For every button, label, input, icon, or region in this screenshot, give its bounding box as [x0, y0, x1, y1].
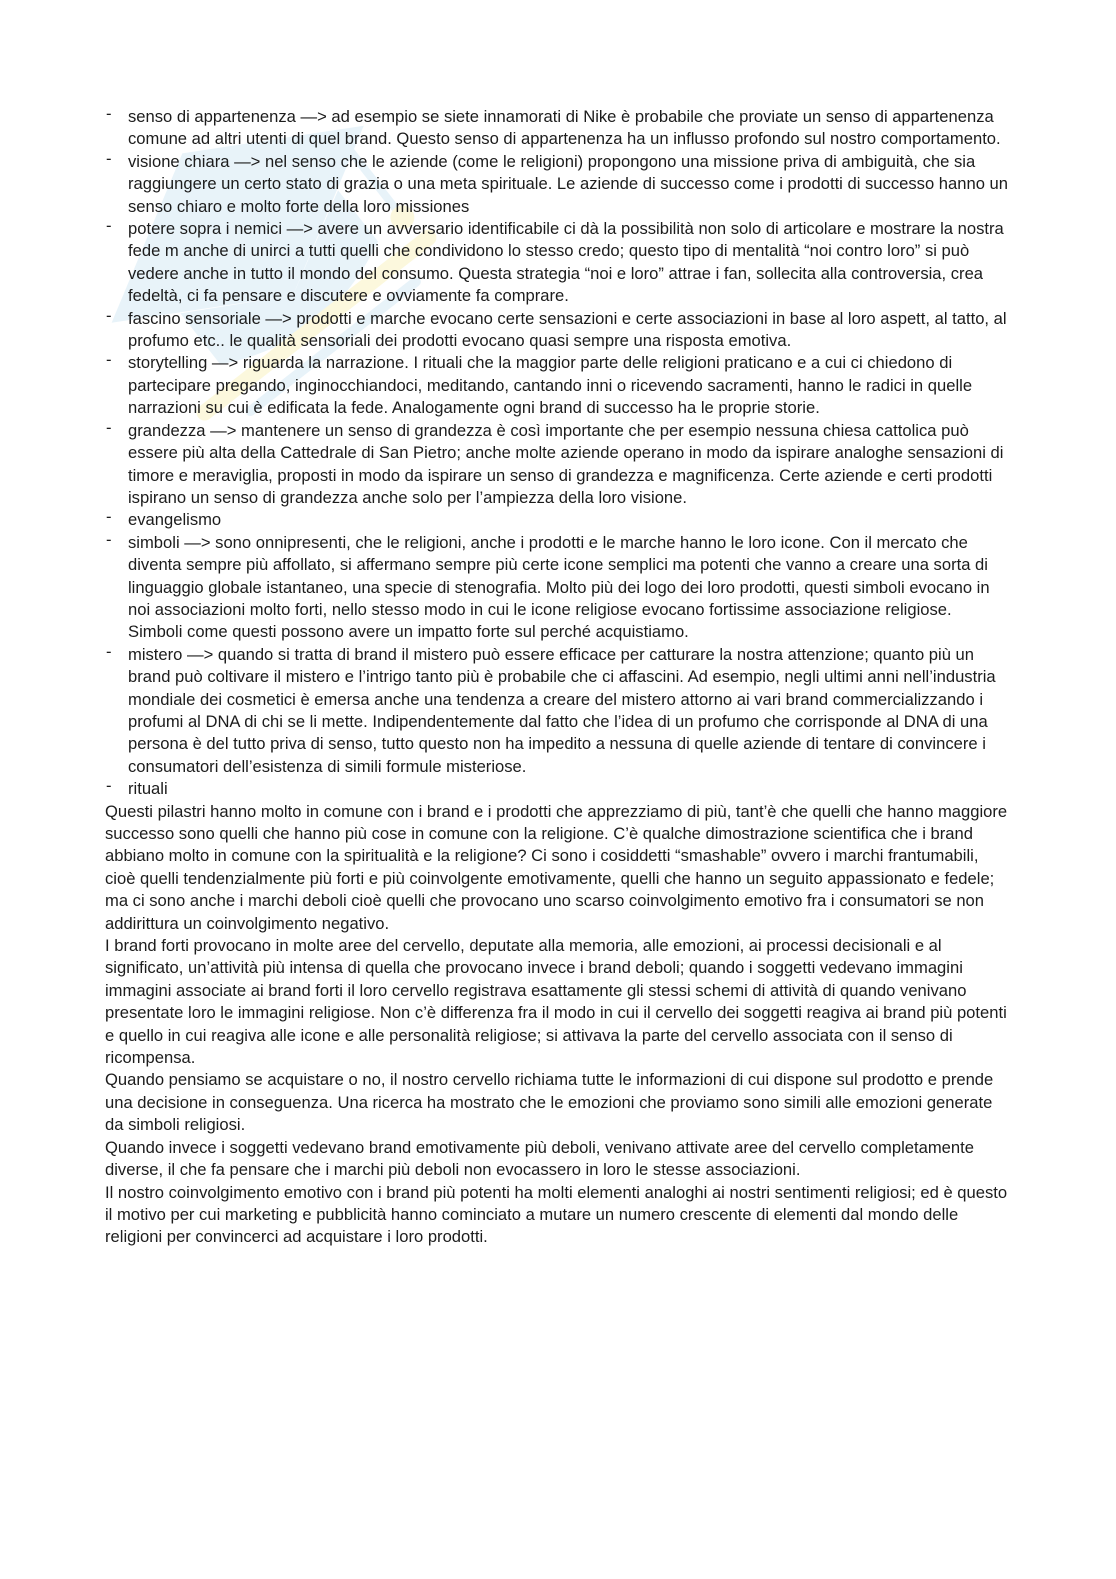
bullet-marker: -: [106, 529, 112, 549]
list-item-text: fascino sensoriale —> prodotti e marche evocano certe sensazioni e certe associazioni in base al loro aspett, al tatto, al profumo etc.. le qualità sensoriali dei prodotti evocano quasi sempre una risposta emotiva.: [128, 308, 1007, 351]
paragraph: Il nostro coinvolgimento emotivo con i brand più potenti ha molti elementi analoghi ai nostri sentimenti religiosi; ed è questo il motivo per cui marketing e pubblicità hanno cominciato a mutare un numero crescente di elementi dal mondo delle religioni per convincerci ad acquistare i loro prodotti.: [105, 1182, 1008, 1247]
paragraph: I brand forti provocano in molte aree del cervello, deputate alla memoria, alle emozioni, ai processi decisionali e al significato, un’attività più intensa di quella che provocano invece i brand deboli; quando i soggetti vedevano immagini immagini associate ai brand forti il loro cervello registrava esattamente gli stessi schemi di attività di quando venivano presentate loro le immagini religiose. Non c’è differenza fra il modo in cui il cervello dei soggetti reagiva ai brand più potenti e quello in cui reagiva alle icone e alle personalità religiose; si attivava la parte del cervello associata con il senso di ricompensa.: [105, 936, 1007, 1068]
list-item: [105, 509, 1009, 531]
list-item-text: evangelismo: [128, 510, 222, 530]
bullet-marker: -: [106, 350, 112, 370]
list-item: [105, 641, 1009, 778]
paragraph: Quando invece i soggetti vedevano brand emotivamente più deboli, venivano attivate aree del cervello completamente diverse, il che fa pensare che i marchi più deboli non evocassero in loro le stesse associazioni.: [105, 1137, 974, 1180]
list-item-text: simboli —> sono onnipresenti, che le religioni, anche i prodotti e le marche hanno le loro icone. Con il mercato che diventa sempre più affollato, si affermano sempre più certe icone semplici ma potenti che vanno a creare una sorta di linguaggio globale istantaneo, una specie di stenografia. Molto più dei logo dei loro prodotti, questi simboli evocano in noi associazioni molto forti, nello stesso modo in cui le icone religiose evocano fortissime associazione religiose. Simboli come questi possono avere un impatto forte sul perché acquistiamo.: [128, 532, 990, 642]
list-item-text: visione chiara —> nel senso che le aziende (come le religioni) propongono una missione priva di ambiguità, che sia raggiungere un certo stato di grazia o una meta spirituale. Le aziende di successo come i prodotti di successo hanno un senso chiaro e molto forte della loro missiones: [128, 151, 1008, 216]
list-item: [105, 148, 1009, 218]
bullet-marker: -: [106, 305, 112, 325]
list-item: [105, 352, 1009, 419]
pillars-list: [105, 106, 1009, 801]
bullet-marker: -: [106, 417, 112, 437]
list-item-text: storytelling —> riguarda la narrazione. I rituali che la maggior parte delle religioni praticano e a cui ci chiedono di partecipare pregando, inginocchiandoci, meditando, cantando inni o ricevendo sacramenti, hanno le radici in quelle narrazioni su cui è edificata la fede. Analogamente ogni brand di successo ha le proprie storie.: [128, 353, 973, 418]
bullet-marker: -: [106, 104, 112, 123]
list-item-text: grandezza —> mantenere un senso di grandezza è così importante che per esempio nessuna chiesa cattolica può essere più alta della Cattedrale di San Pietro; anche molte aziende operano in modo da ispirare analoghe sensazioni di timore e meraviglia, proposti in modo da ispirare un senso di grandezza e magnificenza. Certe aziende e certi prodotti ispirano un senso di grandezza anche solo per l’ampiezza della loro visione.: [128, 420, 1004, 507]
paragraph: Questi pilastri hanno molto in comune con i brand e i prodotti che apprezziamo di più, tant’è che quelli che hanno maggiore successo sono quelli che hanno più cose in comune con la religione. C’è qualche dimostrazione scientifica che i brand abbiano molto in comune con la spiritualità e la religione? Ci sono i cosiddetti “smashable” ovvero i marchi frantumabili, cioè quelli tendenzialmente più forti e più coinvolgente emotivamente, quelli che hanno un seguito appassionato e fedele; ma ci sono anche i marchi deboli cioè quelli che provocano uno scarso coinvolgimento emotivo fra i consumatori se non addirittura un coinvolgimento negativo.: [105, 801, 1008, 933]
bullet-marker: -: [106, 641, 112, 661]
list-item: [105, 218, 1009, 308]
list-item: [105, 106, 1009, 151]
list-item-text: potere sopra i nemici —> avere un avversario identificabile ci dà la possibilità non solo di articolare e mostrare la nostra fede m anche di unirci a tutti quelli che condividono lo stesso credo; questo tipo di mentalità “noi contro loro” si può vedere anche in tutto il mondo del consumo. Questa strategia “noi e loro” attrae i fan, sollecita alla controversia, crea fedeltà, ci fa pensare e discutere e ovviamente fa comprare.: [128, 219, 1004, 306]
paragraph: Quando pensiamo se acquistare o no, il nostro cervello richiama tutte le informazioni di cui dispone sul prodotto e prende una decisione in conseguenza. Una ricerca ha mostrato che le emozioni che proviamo sono simili alle emozioni generate da simboli religiosi.: [105, 1070, 994, 1135]
bullet-marker: -: [106, 148, 112, 168]
document-body: [105, 106, 1009, 1249]
list-item: [105, 417, 1009, 510]
list-item-text: rituali: [128, 779, 168, 799]
bullet-marker: -: [106, 507, 112, 527]
list-item: [105, 529, 1009, 644]
bullet-marker: -: [106, 776, 112, 796]
bullet-marker: -: [106, 216, 112, 236]
list-item: [105, 778, 1009, 800]
list-item-text: mistero —> quando si tratta di brand il mistero può essere efficace per catturare la nostra attenzione; quanto più un brand può coltivare il mistero e l’intrigo tanto più è probabile che ci affascini. Ad esempio, negli ultimi anni nell’industria mondiale dei cosmetici è emersa anche una tendenza a creare del mistero attorno ai vari brand commercializzando i profumi al DNA di chi se li mette. Indipendentemente dal fatto che l’idea di un profumo che corrisponde al DNA di una persona è del tutto priva di senso, tutto questo non ha impedito a nessuna di quelle aziende di tentare di convincere i consumatori dell’esistenza di simili formule misteriose.: [128, 644, 996, 776]
list-item-text: senso di appartenenza —> ad esempio se siete innamorati di Nike è probabile che proviate un senso di appartenenza comune ad altri utenti di quel brand. Questo senso di appartenenza ha un influsso profondo sul nostro comportamento.: [128, 107, 1001, 149]
list-item: [105, 305, 1009, 353]
